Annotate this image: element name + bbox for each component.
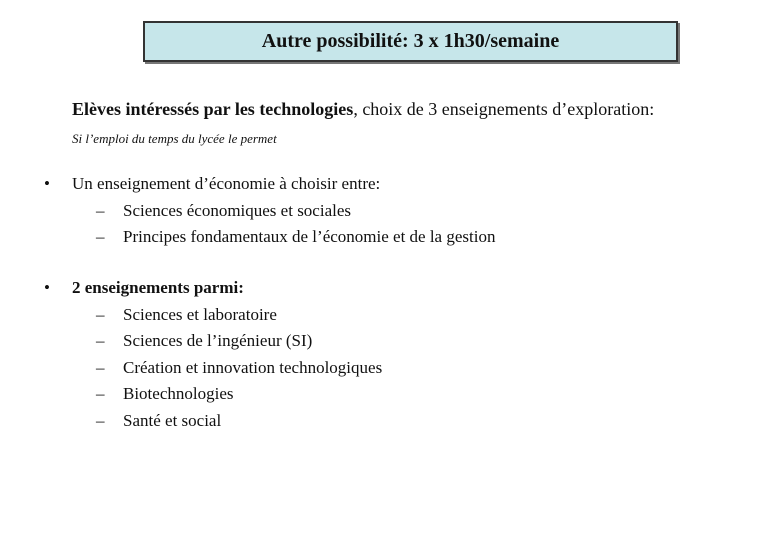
exploration-heading: 2 enseignements parmi: bbox=[72, 278, 244, 297]
bullet-icon: • bbox=[44, 174, 50, 193]
sub-item bbox=[44, 381, 382, 408]
exploration-section bbox=[44, 275, 382, 434]
dash-icon: – bbox=[96, 227, 105, 246]
sub-item-label: Création et innovation technologiques bbox=[123, 357, 383, 377]
sub-item-label: Principes fondamentaux de l’économie et de la gestion bbox=[123, 227, 496, 246]
intro-bold: Elèves intéressés par les technologies bbox=[72, 99, 354, 119]
dash-icon: – bbox=[96, 331, 105, 350]
intro-rest: , choix de 3 enseignements d’exploration: bbox=[353, 99, 655, 119]
dash-icon: – bbox=[96, 384, 105, 403]
bullet-item bbox=[44, 171, 495, 198]
sub-item-label: Santé et social bbox=[123, 410, 222, 430]
sub-item-label: Sciences économiques et sociales bbox=[123, 200, 352, 220]
economics-heading: Un enseignement d’économie à choisir entre: bbox=[72, 174, 381, 193]
dash-icon: – bbox=[96, 357, 105, 377]
sub-item bbox=[44, 224, 495, 251]
slide-title-box bbox=[143, 21, 678, 62]
slide-title: Autre possibilité: 3 x 1h30/semaine bbox=[261, 30, 560, 52]
dash-icon: – bbox=[96, 410, 105, 430]
sub-item-label: Sciences et laboratoire bbox=[123, 304, 277, 324]
dash-icon: – bbox=[96, 200, 105, 220]
dash-icon: – bbox=[96, 304, 105, 324]
sub-item bbox=[44, 198, 495, 225]
sub-item-label: Sciences de l’ingénieur (SI) bbox=[123, 331, 313, 350]
economics-section bbox=[44, 171, 495, 251]
sub-item bbox=[44, 408, 382, 435]
bullet-item bbox=[44, 275, 382, 302]
sub-item-label: Biotechnologies bbox=[123, 384, 234, 403]
schedule-note: Si l’emploi du temps du lycée le permet bbox=[72, 131, 277, 146]
sub-item bbox=[44, 302, 382, 329]
sub-item bbox=[44, 355, 382, 382]
bullet-icon: • bbox=[44, 278, 50, 297]
sub-item bbox=[44, 328, 382, 355]
intro-line bbox=[72, 99, 654, 120]
